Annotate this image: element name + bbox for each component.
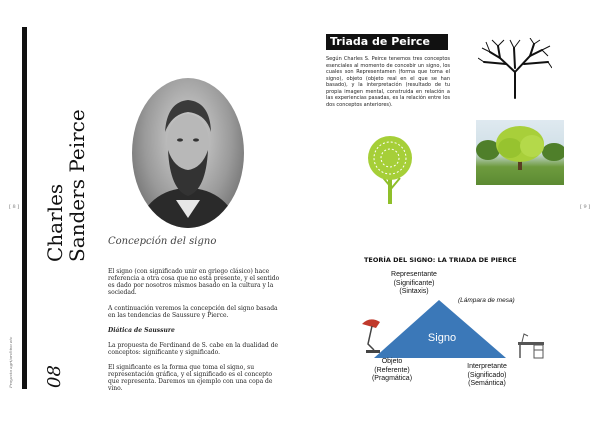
triada-intro-text: Según Charles S. Peirce tenemos tres conceptos esenciales al momento de concebir un signo, los cuales son Representamen (forma que toma el signo), objeto (objeto real en el que se han basado), y la interpretación (resultado de tu propia imagen mental, construida en relación a las experiencias pasadas, es la relación entre los dos conceptos anteriores). xyxy=(326,56,450,108)
label-representante xyxy=(374,271,454,297)
paragraph-1: El signo (con significado unir en griego clásico) hace referencia a otra cosa que no está presente, y el sentido es dado por nosotros mismos basado en la cultura y la sociedad. xyxy=(108,268,280,296)
page-title xyxy=(44,102,88,262)
label-objeto-2: (Referente) xyxy=(374,366,410,374)
bare-tree-icon xyxy=(478,38,552,100)
label-objeto-1: Objeto xyxy=(381,358,403,365)
lamp-icon xyxy=(358,314,386,354)
triada-heading: Triada de Peirce xyxy=(326,34,448,50)
label-interpretante-2: (Significado) xyxy=(467,371,507,379)
label-objeto-3: (Pragmática) xyxy=(371,375,413,382)
green-tree-icon xyxy=(364,134,416,206)
label-representante-1: Representante xyxy=(391,271,437,278)
label-representante-2: (Significante) xyxy=(393,279,435,287)
label-representante-3: (Sintaxis) xyxy=(399,288,429,295)
signo-label: Signo xyxy=(427,332,457,344)
label-objeto xyxy=(362,358,422,384)
section-heading: Concepción del signo xyxy=(108,236,217,247)
page-number: 08 xyxy=(44,365,65,388)
tree-photo xyxy=(476,120,564,185)
label-interpretante-3: (Semántica) xyxy=(468,380,506,387)
label-interpretante xyxy=(452,363,522,389)
footer-vertical-text: Proyecto agri/archivo etc xyxy=(8,336,13,388)
portrait-illustration xyxy=(132,78,244,228)
label-interpretante-1: Interpretante xyxy=(467,363,507,370)
right-page-marker: [ 9 ] xyxy=(580,204,591,210)
portrait-photo xyxy=(132,78,244,228)
page-title-text: Charles Sanders Peirce xyxy=(43,109,89,262)
desk-icon xyxy=(516,332,546,360)
paragraph-3: La propuesta de Ferdinand de S. cabe en la dualidad de conceptos: significante y significado. xyxy=(108,342,279,356)
paragraph-4: El significante es la forma que toma el signo, su representación gráfica, y el significado es el concepto que representa. Daremos un ejemplo con una copa de vino. xyxy=(108,364,273,392)
page-spine-bar xyxy=(22,27,27,389)
tree-photo-illustration xyxy=(476,120,564,185)
diagram-title: TEORÍA DEL SIGNO: LA TRIADA DE PIERCE xyxy=(364,256,517,264)
left-page-marker: [ 8 ] xyxy=(9,204,20,210)
signo-triangle xyxy=(372,298,510,360)
label-example: (Lámpara de mesa) xyxy=(458,297,515,304)
subheading-saussure: Diática de Saussure xyxy=(108,327,175,334)
paragraph-2: A continuación veremos la concepción del signo basada en las tendencias de Saussure y Pierce. xyxy=(108,305,278,319)
